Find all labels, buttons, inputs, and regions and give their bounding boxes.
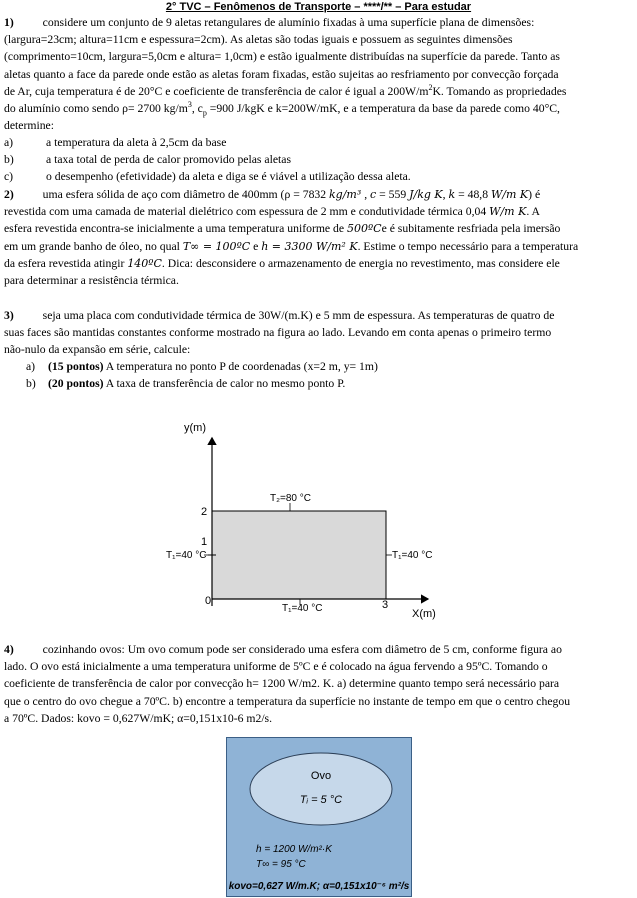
origin-label: 0 bbox=[205, 595, 212, 607]
question-1-number: 1) bbox=[4, 16, 14, 29]
t-infinity-label: T∞ = 95 °C bbox=[256, 859, 306, 870]
q3-item-a: a) (15 pontos) A temperatura no ponto P de coordenadas (x=2 m, y= 1m) bbox=[26, 360, 378, 373]
page-title: 2° TVC – Fenômenos de Transporte – ****/** – Para estudar bbox=[165, 1, 472, 13]
bottom-edge-label: T₁=40 °C bbox=[282, 603, 323, 614]
y-tick-1: 1 bbox=[201, 536, 208, 548]
question-3 bbox=[4, 307, 632, 359]
q1-line-4: aletas quanto a face da parede onde estão as aletas foram fixadas, estão sujeitas ao resfriamento por convecção forçada bbox=[4, 67, 559, 81]
question-2-number: 2) bbox=[4, 188, 14, 201]
q4-line-3: coeficiente de transferência de calor por convecção h= 1200 W/m2. K. a) determine quanto tempo será necessário para bbox=[4, 677, 560, 691]
egg-figure bbox=[226, 737, 412, 897]
x-tick-3: 3 bbox=[382, 599, 389, 611]
q2-line-6: para determinar a resistência térmica. bbox=[4, 274, 179, 288]
top-edge-label: T₂=80 °C bbox=[270, 493, 311, 504]
q1-line-6: do alumínio como sendo ρ= 2700 $kg/m^3$, $c_p =900$ J/kgK e k=200W/mK, e a temperatura da base da parede como 40°C, bbox=[4, 100, 560, 118]
egg-caption: kovo=0,627 W/m.K; α=0,151x10⁻⁶ m²/s bbox=[228, 881, 410, 892]
question-3-number: 3) bbox=[4, 309, 14, 322]
q1-line-7: determine: bbox=[4, 119, 54, 133]
plate-rect bbox=[212, 511, 386, 599]
h-label: h = 1200 W/m²·K bbox=[256, 844, 332, 855]
egg-label: Ovo bbox=[310, 770, 332, 782]
q3-item-b: b) (20 pontos) A taxa de transferência de calor no mesmo ponto P. bbox=[26, 377, 346, 390]
y-axis-label: y(m) bbox=[184, 422, 206, 434]
q1-item-b: b) a taxa total de perda de calor promovido pelas aletas bbox=[4, 153, 292, 166]
q3-line-2: suas faces são mantidas constantes conforme mostrado na figura ao lado. Levando em conta apenas o primeiro termo bbox=[4, 326, 552, 340]
q1-line-3: (comprimento=10cm, largura=5,0cm e altura= 1,0cm) e estão igualmente distribuídas na superfície da parede. Tanto as bbox=[4, 50, 560, 64]
q1-item-c: c) o desempenho (efetividade) da aleta e diga se é viável a utilização dessa aleta. bbox=[4, 170, 411, 183]
q2-line-3: esfera revestida encontra-se inicialmente a uma temperatura uniforme de 500ºCe é subitamente resfriada pela imersão bbox=[4, 222, 561, 236]
question-1 bbox=[4, 14, 632, 134]
egg-initial-temp: Tᵢ = 5 °C bbox=[299, 794, 343, 806]
x-axis-label: X(m) bbox=[412, 608, 436, 620]
q3-line-3: não-nulo da expansão em série, calcule: bbox=[4, 343, 191, 357]
question-2: 2) uma esfera sólida de aço com diâmetro de 400mm (ρ = 7832 kg/m³ , c = 559 J/kg K, k = 48,8 W/m K) é revestida com uma camada de material dielétrico com espessura de 2 mm e condutividade térmica 0,04 W/m K. A esfera revestida encontra-se inicialmente a uma temperatura uniforme de 500ºCe é subitamente resfriada pela imersão em um grande banho de óleo, no qual T∞ = 100ºC e h = 3300 W/m² K. Estime o tempo necessário para a temperatura da esfera revestida atingir 140ºC. Dica: desconsidere o armazenamento de energia no revestimento, mas considere ele para determinar a resistência térmica. bbox=[4, 186, 632, 289]
left-edge-label: T₁=40 °C bbox=[166, 550, 207, 561]
q1-line-5: de Ar, cuja temperatura é de 20°C e coeficiente de transferência de calor é igual a $200W/m^2K$. Tomando as propriedades bbox=[4, 82, 567, 98]
q1-line-2: (largura=23cm; altura=11cm e espessura=2cm). As aletas são todas iguais e possuem as seguintes dimensões bbox=[4, 33, 513, 47]
q3-line-1: seja uma placa com condutividade térmica de 30W/(m.K) e 5 mm de espessura. As temperaturas de quatro de bbox=[42, 309, 555, 322]
q4-line-2: lado. O ovo está inicialmente a uma temperatura uniforme de 5ºC e é colocado na água fervendo a 95ºC. Tomando o bbox=[4, 660, 548, 674]
q2-line-2: revestida com uma camada de material dielétrico com espessura de 2 mm e condutividade térmica 0,04 W/m K. A bbox=[4, 205, 540, 219]
question-4 bbox=[4, 641, 632, 727]
q4-line-1: cozinhando ovos: Um ovo comum pode ser considerado uma esfera com diâmetro de 5 cm, conforme figura ao bbox=[42, 643, 562, 656]
q1-item-a: a) a temperatura da aleta à 2,5cm da base bbox=[4, 136, 227, 149]
q4-line-4: que o centro do ovo chegue a 70ºC. b) encontre a temperatura da superfície no instante de tempo em que o centro chegou bbox=[4, 694, 571, 708]
y-tick-2: 2 bbox=[201, 506, 208, 518]
q2-line-5: da esfera revestida atingir 140ºC. Dica: desconsidere o armazenamento de energia no revestimento, mas considere ele bbox=[4, 256, 560, 270]
q4-line-5: a 70ºC. Dados: kovo = 0,627W/mK; α=0,151x10-6 m2/s. bbox=[4, 711, 273, 725]
right-edge-label: T₁=40 °C bbox=[392, 550, 433, 561]
egg-shape bbox=[250, 753, 392, 825]
q1-line-1: considere um conjunto de 9 aletas retangulares de alumínio fixadas à uma superfície plana de dimensões: bbox=[42, 16, 535, 29]
question-4-number: 4) bbox=[4, 643, 14, 656]
q2-line-4: em um grande banho de óleo, no qual T∞ = 100ºC e h = 3300 W/m² K. Estime o tempo necessário para a temperatura bbox=[4, 239, 579, 253]
